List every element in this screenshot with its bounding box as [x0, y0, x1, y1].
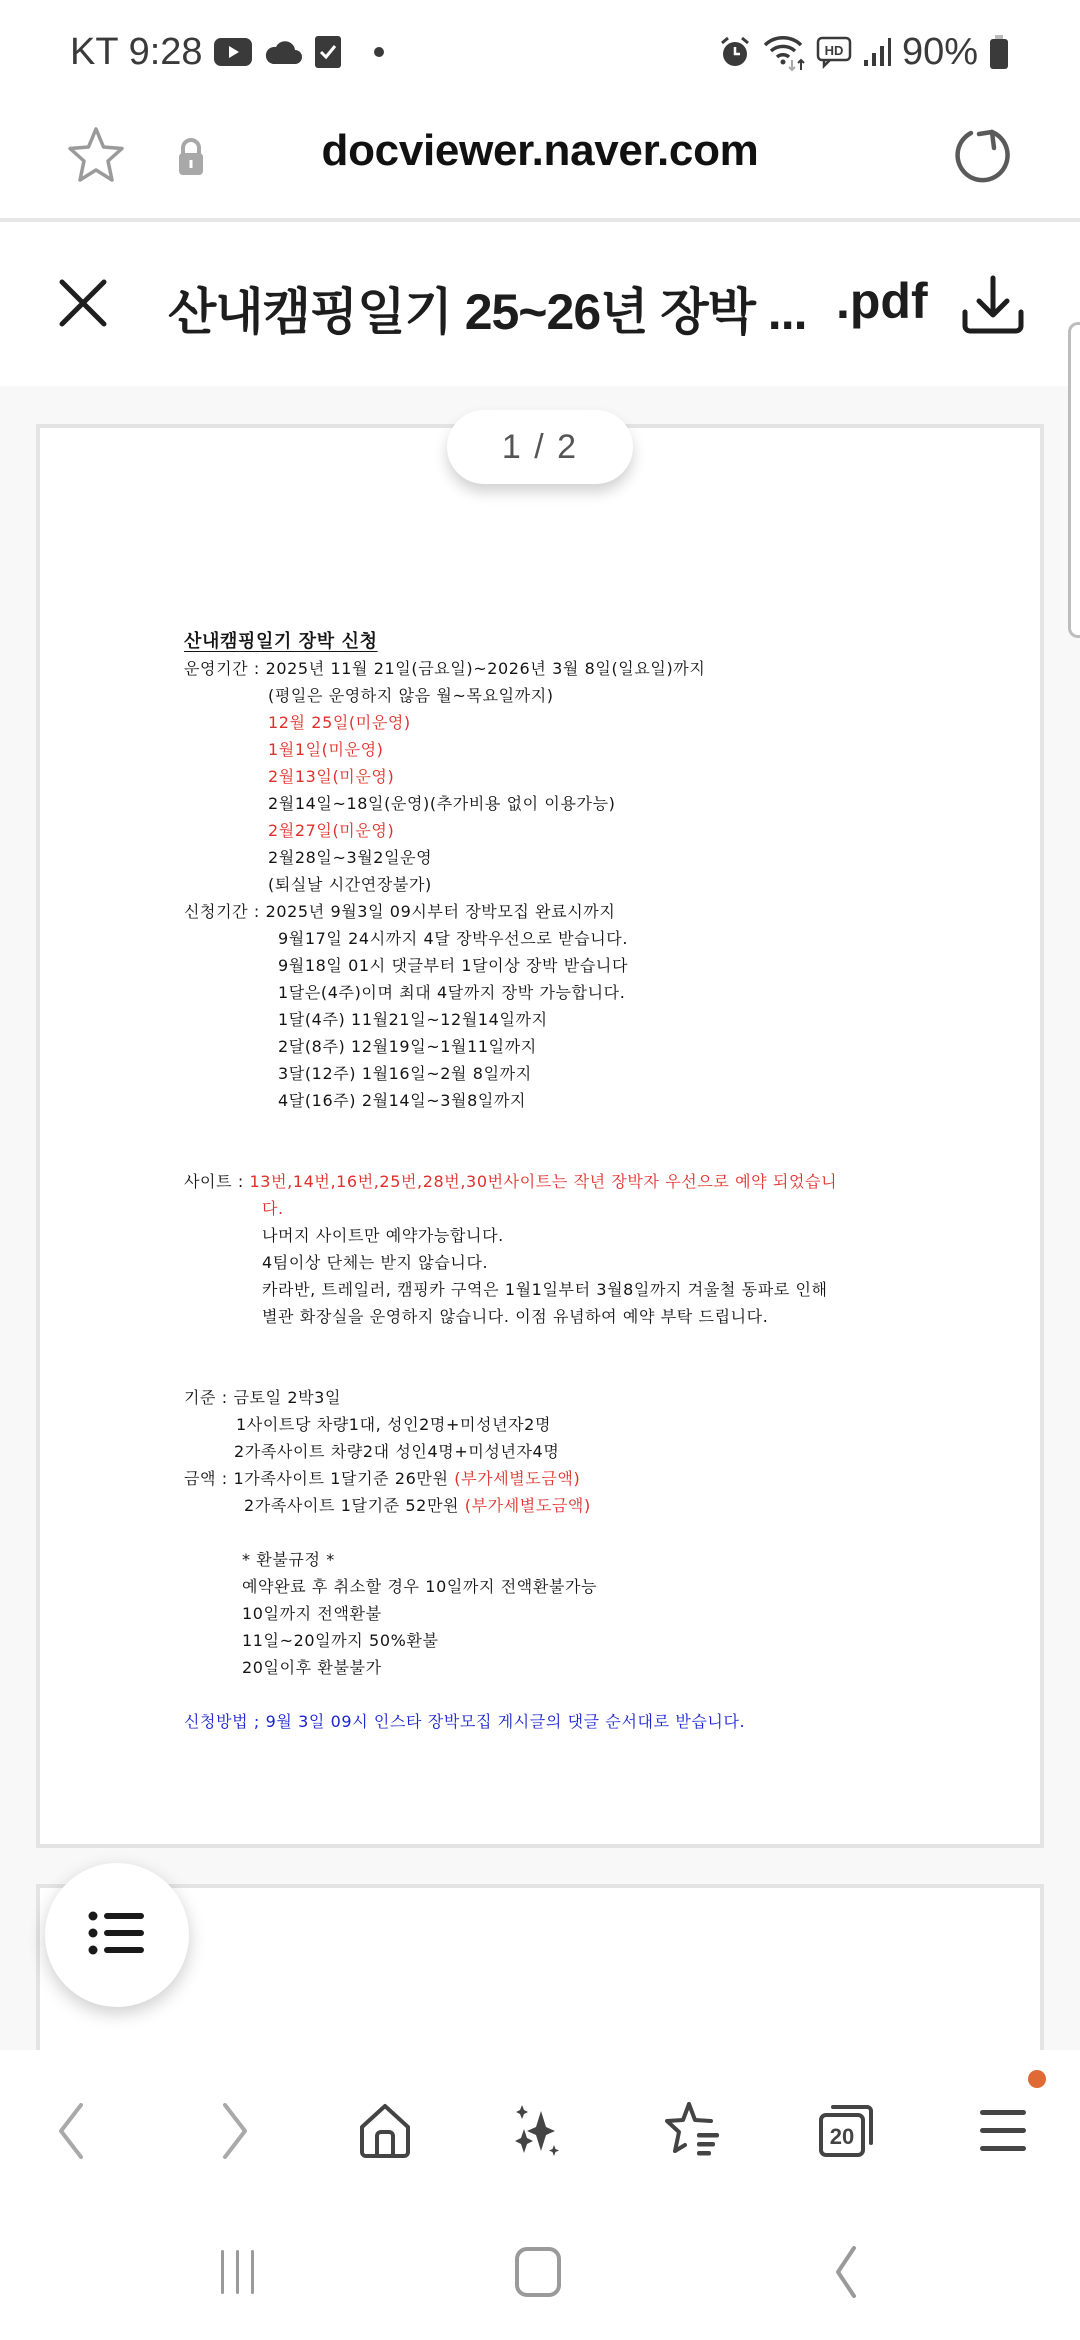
- doc-line: 9월18일 01시 댓글부터 1달이상 장박 받습니다: [278, 956, 629, 975]
- doc-line: 3달(12주) 1월16일~2월 8일까지: [278, 1064, 532, 1083]
- battery-percent: 90%: [901, 30, 978, 73]
- doc-line: 9월17일 24시까지 4달 장박우선으로 받습니다.: [278, 929, 629, 948]
- doc-line: 운영기간 : 2025년 11월 21일(금요일)~2026년 3월 8일(일요일)까지: [184, 659, 706, 678]
- doc-line: 2월14일~18일(운영)(추가비용 없이 이용가능): [268, 794, 616, 813]
- list-icon: [88, 1910, 146, 1961]
- system-navigation-bar: [0, 2200, 1080, 2340]
- pdf-viewer[interactable]: [0, 386, 1080, 2050]
- home-outline-icon: [512, 2246, 564, 2303]
- url-bar: [0, 100, 1080, 222]
- status-bar: [0, 0, 1080, 100]
- alarm-icon: [718, 35, 752, 69]
- checkbox-icon: [313, 34, 343, 70]
- home-icon: [358, 2103, 412, 2164]
- pdf-page-2: [36, 1884, 1044, 2050]
- document-extension: .pdf: [836, 273, 928, 329]
- site-line: [184, 1168, 1034, 1195]
- status-right: [718, 26, 1010, 78]
- application-method: 신청방법 ; 9월 3일 09시 인스타 장박모집 게시글의 댓글 순서대로 받습니다.: [184, 1712, 746, 1731]
- price-row: 금액 : 1가족사이트 1달기준 26만원 (부가세별도금액): [184, 1469, 581, 1488]
- document-content: [184, 628, 1034, 1735]
- vat-note: (부가세별도금액): [454, 1469, 581, 1488]
- close-icon[interactable]: [56, 276, 110, 330]
- tabs-icon: [817, 2103, 877, 2164]
- hd-voice-icon: [816, 35, 852, 69]
- page-indicator: 1 / 2: [447, 410, 633, 484]
- doc-line: 2가족사이트 차량2대 성인4명+미성년자4명: [234, 1442, 560, 1461]
- doc-line: (평일은 운영하지 않음 월~목요일까지): [268, 686, 554, 705]
- doc-line: 예약완료 후 취소할 경우 10일까지 전액환불가능: [242, 1577, 598, 1596]
- browser-toolbar: [0, 2050, 1080, 2200]
- star-list-icon: [663, 2101, 723, 2166]
- document-title: 산내캠핑일기 25~26년 장박 ...: [168, 284, 807, 340]
- doc-line: 2달(8주) 12월19일~1월11일까지: [278, 1037, 537, 1056]
- criteria-line: 기준 : 금토일 2박3일: [184, 1388, 341, 1407]
- table-of-contents-button[interactable]: [45, 1863, 189, 2007]
- back-icon: [826, 2245, 866, 2304]
- reload-icon[interactable]: [952, 124, 1014, 186]
- menu-icon: [978, 2108, 1028, 2159]
- doc-line: 1사이트당 차량1대, 성인2명+미성년자2명: [236, 1415, 552, 1434]
- pdf-page-1: [36, 424, 1044, 1848]
- ai-assistant-button[interactable]: [504, 2098, 574, 2168]
- status-left: [70, 26, 385, 78]
- doc-line: 1월1일(미운영): [268, 740, 384, 759]
- tab-count: 20: [829, 2123, 855, 2149]
- sparkle-icon: [511, 2103, 567, 2164]
- doc-line: 신청기간 : 2025년 9월3일 09시부터 장박모집 완료시까지: [184, 902, 616, 921]
- doc-line: 11일~20일까지 50%환불: [242, 1631, 439, 1650]
- bookmarks-button[interactable]: [658, 2098, 728, 2168]
- doc-line: 1달은(4주)이며 최대 4달까지 장박 가능합니다.: [278, 983, 626, 1002]
- doc-heading: 산내캠핑일기 장박 신청: [184, 631, 378, 652]
- doc-line: 2월27일(미운영): [268, 821, 395, 840]
- notification-badge: [1028, 2070, 1046, 2088]
- doc-line: 1달(4주) 11월21일~12월14일까지: [278, 1010, 548, 1029]
- doc-line: 카라반, 트레일러, 캠핑카 구역은 1월1일부터 3월8일까지 겨울철 동파로 인해: [262, 1280, 828, 1299]
- refund-heading: * 환불규정 *: [242, 1550, 335, 1569]
- forward-button[interactable]: [198, 2098, 268, 2168]
- youtube-icon: [213, 36, 253, 68]
- doc-line: 다.: [262, 1199, 284, 1218]
- url-address[interactable]: docviewer.naver.com: [321, 126, 759, 175]
- document-header: [0, 226, 1080, 386]
- home-button[interactable]: [350, 2098, 420, 2168]
- carrier-label: KT: [70, 30, 119, 73]
- cloud-icon: [263, 38, 303, 66]
- chevron-left-icon: [53, 2101, 93, 2166]
- doc-line: 20일이후 환불불가: [242, 1658, 382, 1677]
- doc-line: 10일까지 전액환불: [242, 1604, 382, 1623]
- recents-icon: [213, 2247, 263, 2302]
- system-back-button[interactable]: [816, 2244, 876, 2304]
- doc-line: 4팀이상 단체는 받지 않습니다.: [262, 1253, 489, 1272]
- system-home-button[interactable]: [508, 2244, 568, 2304]
- signal-icon: [862, 36, 892, 68]
- doc-line: (퇴실날 시간연장불가): [268, 875, 432, 894]
- vat-note: (부가세별도금액): [464, 1496, 591, 1515]
- recents-button[interactable]: [208, 2244, 268, 2304]
- price-row: 2가족사이트 1달기준 52만원 (부가세별도금액): [244, 1496, 591, 1515]
- dot-icon: [373, 46, 385, 58]
- svg-text:HD: HD: [824, 43, 844, 58]
- doc-line: 2월28일~3월2일운영: [268, 848, 433, 867]
- back-button[interactable]: [38, 2098, 108, 2168]
- wifi-icon: [762, 32, 806, 72]
- doc-line: 12월 25일(미운영): [268, 713, 411, 732]
- doc-line: 나머지 사이트만 예약가능합니다.: [262, 1226, 504, 1245]
- doc-line: 2월13일(미운영): [268, 767, 395, 786]
- reserved-sites-text: 13번,14번,16번,25번,28번,30번사이트는 작년 장박자 우선으로 예약 되었습니: [249, 1172, 838, 1191]
- chevron-right-icon: [213, 2101, 253, 2166]
- doc-line: 4달(16주) 2월14일~3월8일까지: [278, 1091, 527, 1110]
- edge-panel-handle[interactable]: [1068, 322, 1080, 638]
- site-label: 사이트 :: [184, 1172, 250, 1191]
- download-icon[interactable]: [960, 274, 1026, 336]
- tabs-button[interactable]: [812, 2098, 882, 2168]
- clock: 9:28: [128, 30, 203, 73]
- battery-icon: [988, 34, 1010, 70]
- menu-button[interactable]: [968, 2098, 1038, 2168]
- doc-line: 별관 화장실을 운영하지 않습니다. 이점 유념하여 예약 부탁 드립니다.: [262, 1307, 769, 1326]
